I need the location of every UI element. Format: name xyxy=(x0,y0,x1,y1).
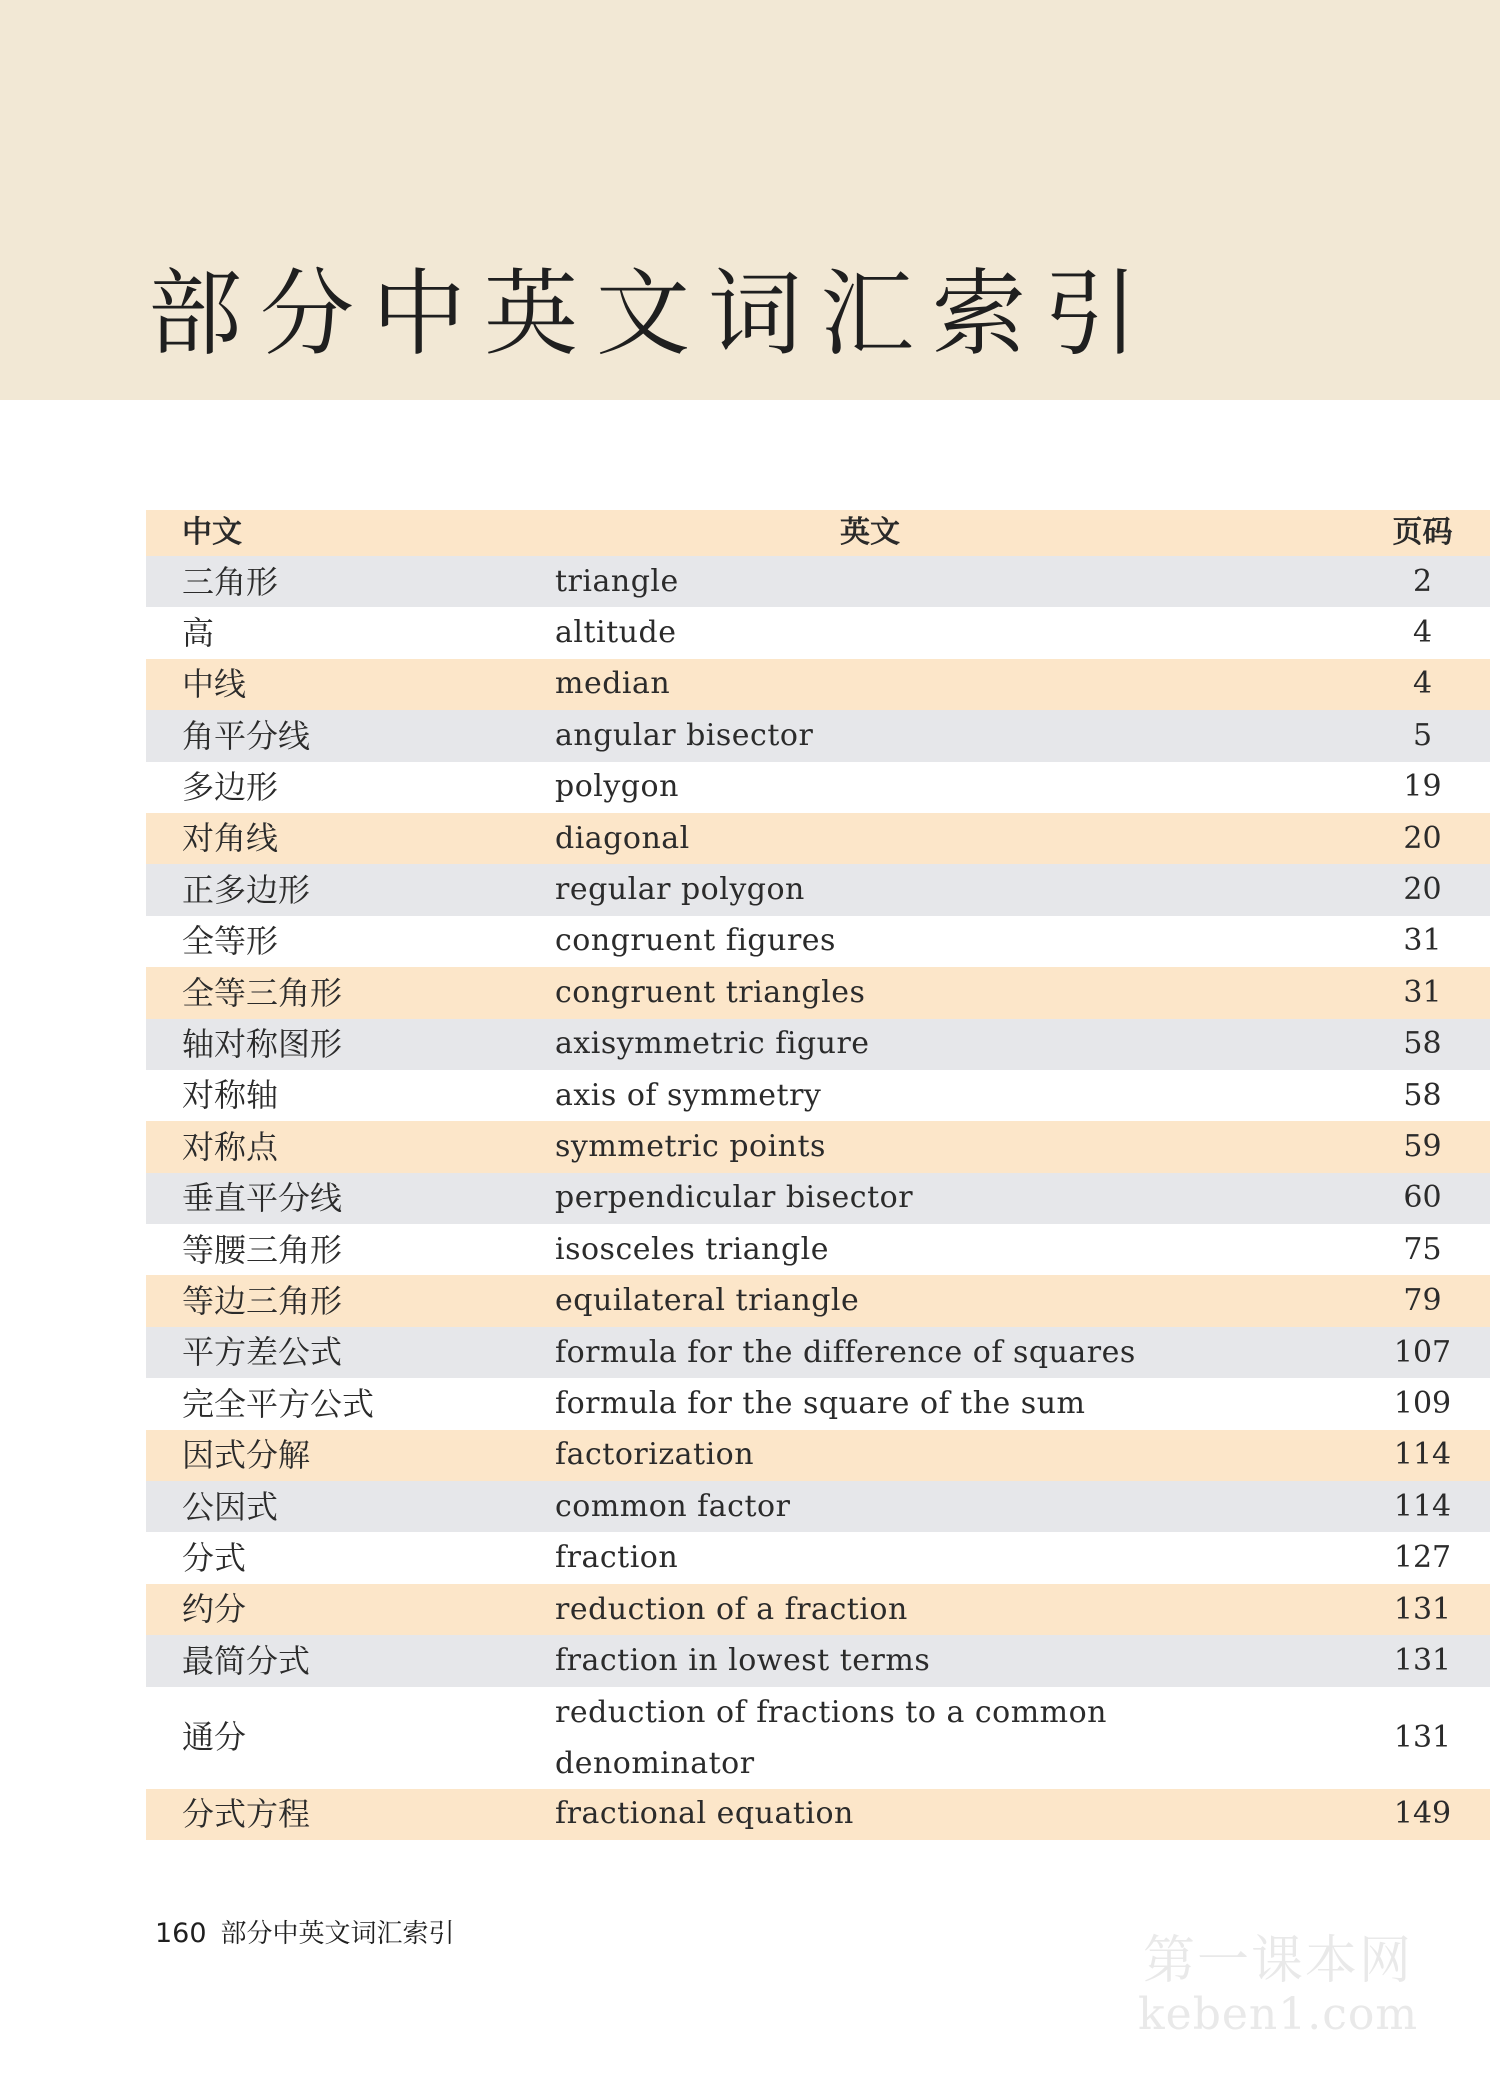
term-page: 131 xyxy=(1393,1591,1452,1627)
watermark-line-2: keben1.com xyxy=(1138,1989,1419,2040)
term-page: 31 xyxy=(1403,923,1442,959)
term-page: 114 xyxy=(1393,1488,1452,1524)
table-row xyxy=(146,1327,1490,1378)
term-english: congruent triangles xyxy=(555,974,866,1010)
term-page: 4 xyxy=(1412,615,1433,651)
term-page: 58 xyxy=(1403,1077,1442,1113)
term-english: triangle xyxy=(555,563,679,599)
term-chinese: 垂直平分线 xyxy=(182,1179,343,1218)
term-chinese: 因式分解 xyxy=(182,1436,311,1475)
term-page: 58 xyxy=(1403,1026,1442,1062)
term-chinese: 平方差公式 xyxy=(182,1333,343,1372)
term-english-line-2: denominator xyxy=(555,1745,755,1781)
term-page: 114 xyxy=(1393,1437,1452,1473)
column-header-page: 页码 xyxy=(1392,515,1453,550)
page-title: 部分中英文词汇索引 xyxy=(148,260,1157,369)
term-english: formula for the square of the sum xyxy=(555,1385,1086,1421)
term-chinese: 分式方程 xyxy=(182,1795,311,1834)
term-page: 107 xyxy=(1393,1334,1452,1370)
term-english: fraction xyxy=(555,1540,679,1576)
watermark-line-1: 第一课本网 xyxy=(1143,1931,1414,1991)
term-english: diagonal xyxy=(555,820,690,856)
term-page: 19 xyxy=(1403,769,1442,805)
term-english: symmetric points xyxy=(555,1128,826,1164)
term-english-line-1: reduction of fractions to a common xyxy=(555,1694,1108,1730)
term-chinese: 轴对称图形 xyxy=(182,1025,343,1064)
term-english: equilateral triangle xyxy=(555,1283,860,1319)
term-english: altitude xyxy=(555,615,677,651)
term-chinese: 等腰三角形 xyxy=(182,1230,343,1269)
table-row xyxy=(146,556,1490,607)
term-chinese: 角平分线 xyxy=(182,716,311,755)
term-english: isosceles triangle xyxy=(555,1231,830,1267)
table-header-row xyxy=(146,510,1490,556)
footer-section-title: 部分中英文词汇索引 xyxy=(220,1919,455,1949)
table-row xyxy=(146,1070,1490,1121)
table-row xyxy=(146,1789,1490,1840)
term-page: 5 xyxy=(1412,717,1433,753)
term-english: perpendicular bisector xyxy=(555,1180,914,1216)
table-row xyxy=(146,1687,1490,1789)
term-chinese: 正多边形 xyxy=(182,870,311,909)
term-english: axisymmetric figure xyxy=(555,1026,870,1062)
watermark xyxy=(1138,1931,1419,2040)
table-row xyxy=(146,813,1490,864)
vocabulary-index-table xyxy=(146,510,1490,1840)
table-row xyxy=(146,1224,1490,1275)
term-english: formula for the difference of squares xyxy=(555,1334,1136,1370)
term-chinese: 等边三角形 xyxy=(182,1281,343,1320)
term-chinese: 最简分式 xyxy=(182,1641,311,1680)
term-chinese: 全等形 xyxy=(182,922,279,961)
term-chinese: 三角形 xyxy=(182,562,279,601)
term-page: 20 xyxy=(1403,872,1442,908)
term-page: 79 xyxy=(1403,1283,1442,1319)
term-page: 149 xyxy=(1393,1796,1452,1832)
term-english: reduction of a fraction xyxy=(555,1591,908,1627)
term-english: regular polygon xyxy=(555,872,805,908)
page-footer xyxy=(155,1913,455,1950)
term-chinese: 分式 xyxy=(182,1538,247,1577)
term-page: 131 xyxy=(1393,1719,1452,1755)
term-english: fraction in lowest terms xyxy=(555,1642,931,1678)
table-row xyxy=(146,1481,1490,1532)
term-english: median xyxy=(555,666,671,702)
term-chinese: 高 xyxy=(182,613,215,652)
table-row xyxy=(146,762,1490,813)
table-row xyxy=(146,967,1490,1018)
term-english: factorization xyxy=(555,1437,755,1473)
term-chinese: 公因式 xyxy=(182,1487,279,1526)
table-row xyxy=(146,1019,1490,1070)
table-row xyxy=(146,1173,1490,1224)
table-row xyxy=(146,607,1490,658)
term-page: 31 xyxy=(1403,974,1442,1010)
term-english: polygon xyxy=(555,769,679,805)
term-page: 2 xyxy=(1412,563,1433,599)
table-row xyxy=(146,1378,1490,1429)
footer-page-number: 160 xyxy=(155,1918,207,1949)
term-page: 4 xyxy=(1412,666,1433,702)
table-row xyxy=(146,710,1490,761)
term-chinese: 对角线 xyxy=(182,819,279,858)
table-row xyxy=(146,1532,1490,1583)
table-row xyxy=(146,1275,1490,1326)
term-english: common factor xyxy=(555,1488,791,1524)
term-english xyxy=(555,1687,1355,1789)
term-page: 109 xyxy=(1393,1385,1452,1421)
term-page: 131 xyxy=(1393,1642,1452,1678)
term-page: 60 xyxy=(1403,1180,1442,1216)
term-chinese: 多边形 xyxy=(182,768,279,807)
column-header-chinese: 中文 xyxy=(182,515,242,550)
table-row xyxy=(146,1430,1490,1481)
term-chinese: 中线 xyxy=(182,665,247,704)
term-english: congruent figures xyxy=(555,923,836,959)
term-page: 59 xyxy=(1403,1128,1442,1164)
term-chinese: 约分 xyxy=(182,1590,247,1629)
term-page: 127 xyxy=(1393,1540,1452,1576)
table-row xyxy=(146,1584,1490,1635)
term-page: 75 xyxy=(1403,1231,1442,1267)
table-row xyxy=(146,864,1490,915)
table-row xyxy=(146,1635,1490,1686)
term-chinese: 对称轴 xyxy=(182,1076,279,1115)
term-english: angular bisector xyxy=(555,717,814,753)
column-header-english: 英文 xyxy=(840,515,900,550)
term-chinese: 对称点 xyxy=(182,1127,279,1166)
table-row xyxy=(146,1121,1490,1172)
term-english: fractional equation xyxy=(555,1796,854,1832)
term-english: axis of symmetry xyxy=(555,1077,822,1113)
term-chinese: 全等三角形 xyxy=(182,973,343,1012)
term-page: 20 xyxy=(1403,820,1442,856)
table-row xyxy=(146,916,1490,967)
table-row xyxy=(146,659,1490,710)
term-chinese: 通分 xyxy=(182,1718,247,1757)
term-chinese: 完全平方公式 xyxy=(182,1384,375,1423)
